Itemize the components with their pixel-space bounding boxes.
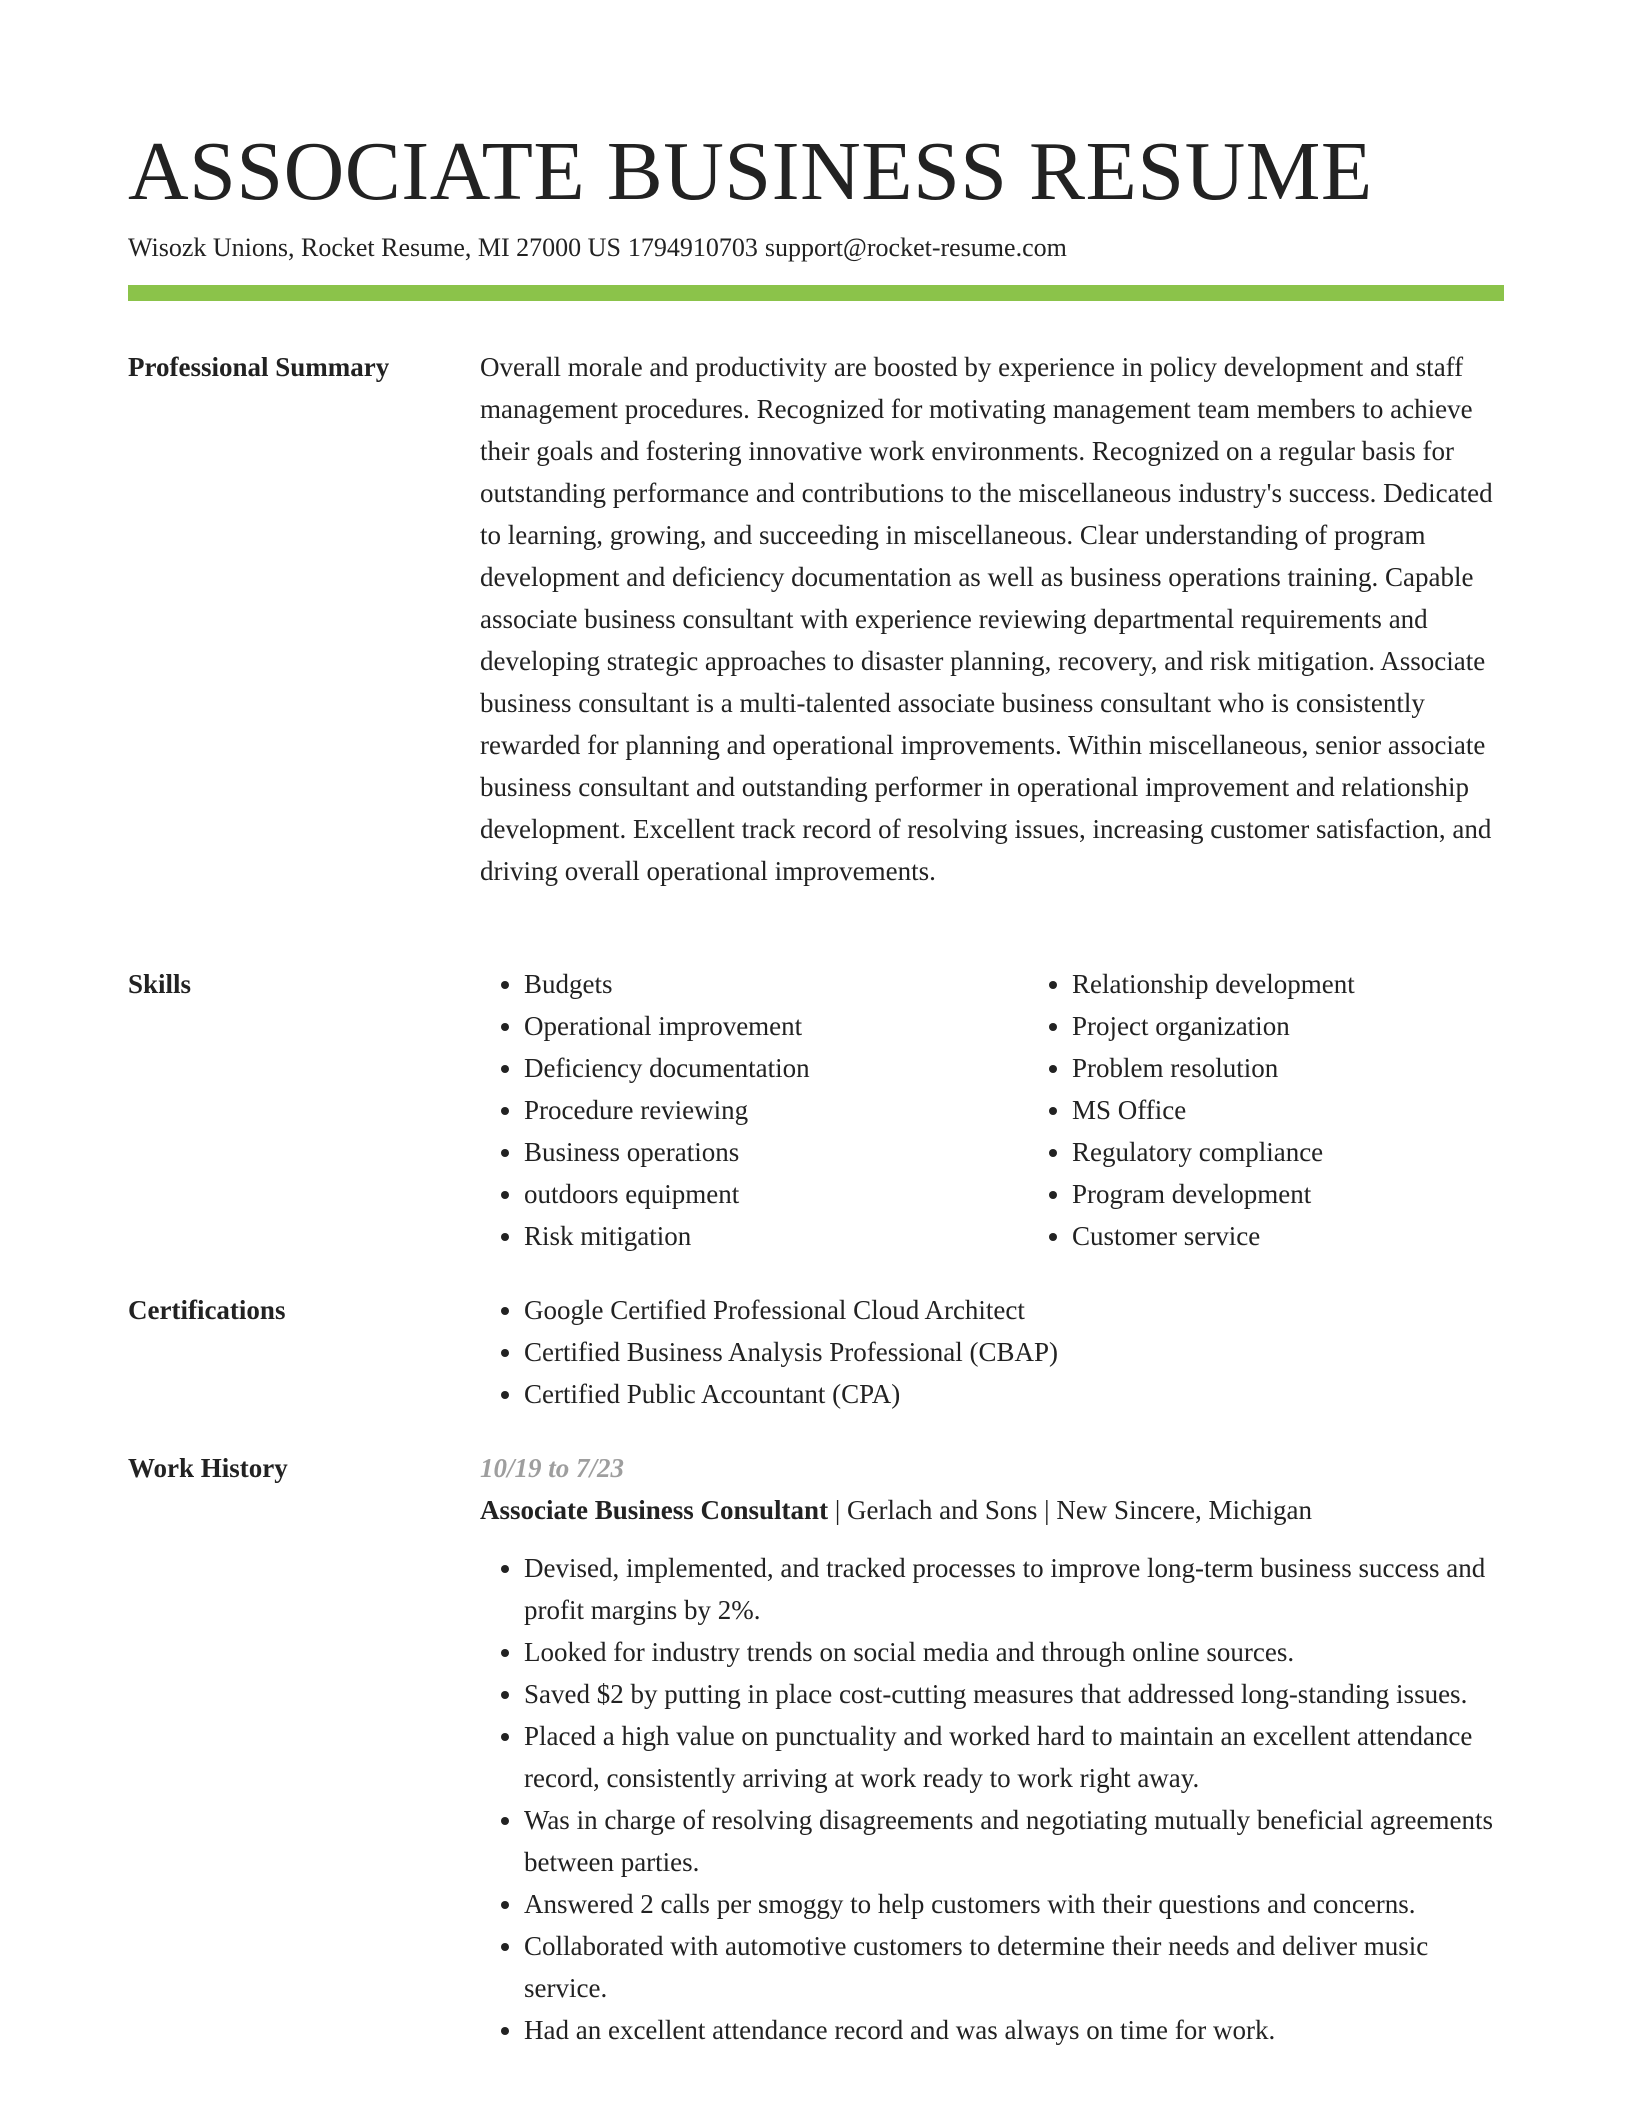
job-separator: | (1044, 1495, 1050, 1525)
skill-item: • MS Office (1072, 1089, 1572, 1131)
job-bullets (480, 1547, 1510, 2051)
job-bullet: • Devised, implemented, and tracked processes to improve long-term business success and profit margins by 2%. (524, 1547, 1510, 1631)
skill-item: • Budgets (524, 963, 984, 1005)
job-company: Gerlach and Sons (846, 1495, 1038, 1525)
skill-item: • outdoors equipment (524, 1173, 984, 1215)
skills-list-right (1028, 963, 1572, 1257)
skills-list-left (480, 963, 984, 1257)
job-separator: | (834, 1495, 841, 1525)
skills-heading: Skills (128, 969, 192, 999)
skill-item: • Procedure reviewing (524, 1089, 984, 1131)
skills-body (480, 963, 1510, 1257)
certification-item: • Certified Public Accountant (CPA) (524, 1373, 1510, 1415)
contact-address: Wisozk Unions, Rocket Resume, MI 27000 US (128, 233, 621, 262)
job-bullet: • Placed a high value on punctuality and worked hard to maintain an excellent attendance record, consistently arriving at work ready to work right away. (524, 1715, 1510, 1799)
skill-item: • Risk mitigation (524, 1215, 984, 1257)
skill-item: • Problem resolution (1072, 1047, 1572, 1089)
work-history-heading: Work History (128, 1453, 288, 1483)
certification-item: • Google Certified Professional Cloud Architect (524, 1289, 1510, 1331)
job-bullet: • Looked for industry trends on social media and through online sources. (524, 1631, 1510, 1673)
work-history-body (480, 1447, 1510, 2051)
header-divider (128, 285, 1504, 301)
job-bullet: • Had an excellent attendance record and was always on time for work. (524, 2009, 1510, 2051)
skill-item: • Project organization (1072, 1005, 1572, 1047)
job-bullet: • Was in charge of resolving disagreements and negotiating mutually beneficial agreements between parties. (524, 1799, 1510, 1883)
job-location: New Sincere, Michigan (1056, 1495, 1312, 1525)
job-bullet: • Collaborated with automotive customers to determine their needs and deliver music service. (524, 1925, 1510, 2009)
summary-text: Overall morale and productivity are boosted by experience in policy development and staff management procedures. Recognized for motivating management team members to achieve their goals and fostering innovative work environments. Recognized on a regular basis for outstanding performance and contributions to the miscellaneous industry's success. Dedicated to learning, growing, and succeeding in miscellaneous. Clear understanding of program development and deficiency documentation as well as business operations training. Capable associate business consultant with experience reviewing departmental requirements and developing strategic approaches to disaster planning, recovery, and risk mitigation. Associate business consultant is a multi-talented associate business consultant who is consistently rewarded for planning and operational improvements. Within miscellaneous, senior associate business consultant and outstanding performer in operational improvement and relationship development. Excellent track record of resolving issues, increasing customer satisfaction, and driving overall operational improvements. (480, 352, 1493, 886)
resume-title: ASSOCIATE BUSINESS RESUME (128, 125, 1373, 218)
skill-item: • Business operations (524, 1131, 984, 1173)
contact-phone: 1794910703 (627, 233, 758, 262)
skill-item: • Program development (1072, 1173, 1572, 1215)
certifications-heading: Certifications (128, 1295, 286, 1325)
skill-item: • Relationship development (1072, 963, 1572, 1005)
job-bullet: • Answered 2 calls per smoggy to help customers with their questions and concerns. (524, 1883, 1510, 1925)
summary-heading: Professional Summary (128, 352, 390, 382)
skill-item: • Deficiency documentation (524, 1047, 984, 1089)
skills-columns (480, 963, 1510, 1257)
contact-email: support@rocket-resume.com (764, 233, 1067, 262)
job-bullet: • Saved $2 by putting in place cost-cutting measures that addressed long-standing issues. (524, 1673, 1510, 1715)
skill-item: • Operational improvement (524, 1005, 984, 1047)
certification-item: • Certified Business Analysis Professional (CBAP) (524, 1331, 1510, 1373)
certifications-body (480, 1289, 1510, 1415)
job-header (480, 1489, 1510, 1531)
contact-line (128, 230, 1067, 266)
certifications-list (480, 1289, 1510, 1415)
skill-item: • Customer service (1072, 1215, 1572, 1257)
job-title: Associate Business Consultant (480, 1495, 829, 1525)
skill-item: • Regulatory compliance (1072, 1131, 1572, 1173)
summary-body (480, 346, 1510, 892)
job-dates: 10/19 to 7/23 (480, 1453, 625, 1483)
